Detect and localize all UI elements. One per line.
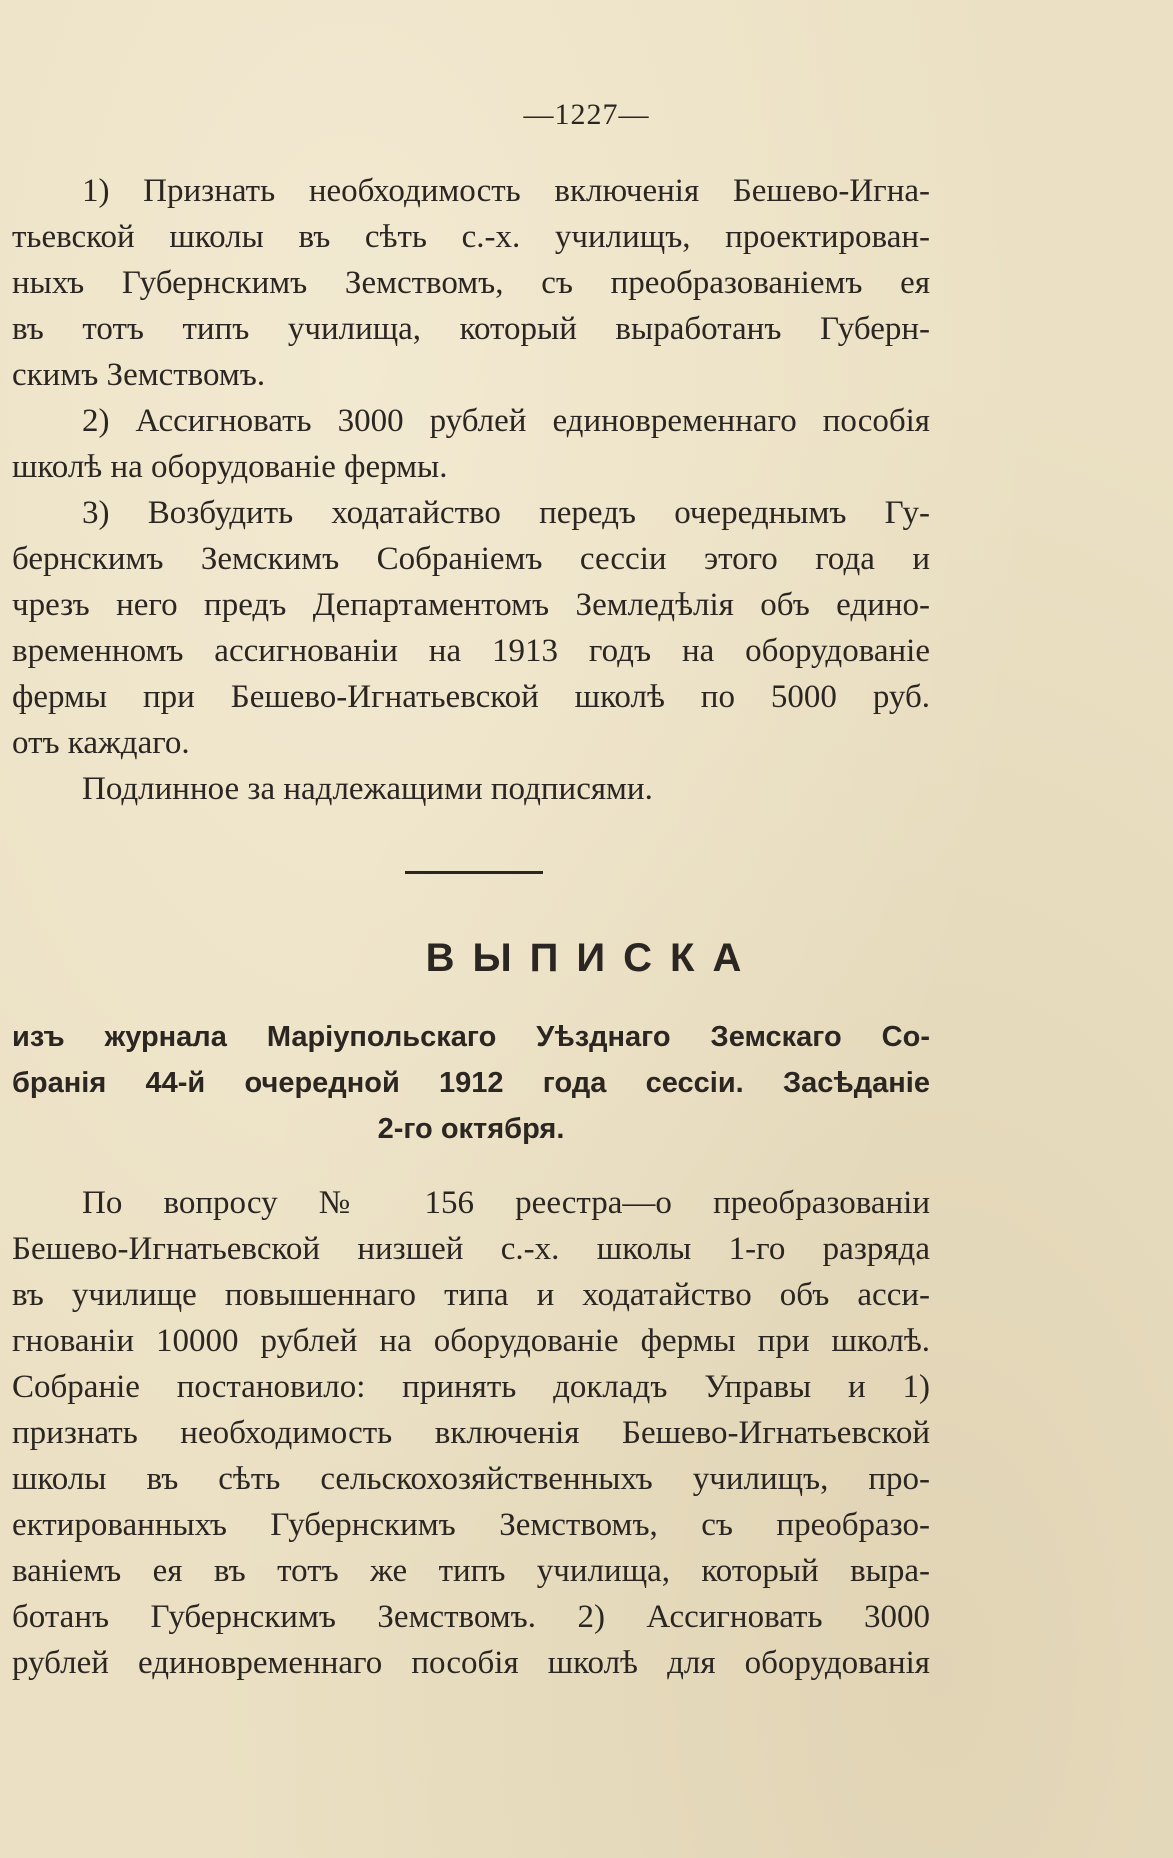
section-divider [405,871,543,874]
text-line: фермы при Бешево-Игнатьевской школѣ по 5000 руб. [12,679,930,715]
text-line: Подлинное за надлежащими подписями. [82,771,653,807]
text-line: Бешево-Игнатьевской низшей с.-х. школы 1-го разряда [12,1231,930,1267]
body-text [12,1180,930,1686]
text-line: признать необходимость включенія Бешево-Игнатьевской [12,1415,930,1451]
page-number: —1227— [523,98,650,131]
text-line: Собраніе постановило: принять докладъ Управы и 1) [12,1369,930,1405]
text-line: рублей единовременнаго пособія школѣ для оборудованія [12,1645,930,1681]
resolution-items [12,168,930,812]
text-line: чрезъ него предъ Департаментомъ Земледѣлія объ едино- [12,587,930,623]
text-line: школѣ на оборудованіе фермы. [12,449,448,485]
text-line: тьевской школы въ сѣть с.-х. училищъ, проектирован- [12,219,930,255]
text-line: школы въ сѣть сельскохозяйственныхъ училищъ, про- [12,1461,930,1497]
text-line: ектированныхъ Губернскимъ Земствомъ, съ преобразо- [12,1507,930,1543]
text-line: ботанъ Губернскимъ Земствомъ. 2) Ассигновать 3000 [12,1599,930,1635]
text-line: 1) Признать необходимость включенія Бешево-Игна- [82,173,930,209]
text-line: временномъ ассигнованіи на 1913 годъ на оборудованіе [12,633,930,669]
text-line: 2) Ассигновать 3000 рублей единовременнаго пособія [82,403,930,439]
text-line: гнованіи 10000 рублей на оборудованіе фермы при школѣ. [12,1323,930,1359]
text-line: По вопросу № 156 реестра—о преобразованіи [82,1185,930,1221]
subheading-line: изъ журнала Маріупольскаго Уѣзднаго Земскаго Со- [12,1021,930,1053]
subheading-line: 2-го октября. [377,1113,565,1145]
section-subheading [12,1014,930,1152]
text-line: въ училище повышеннаго типа и ходатайство объ асси- [12,1277,930,1313]
subheading-line: бранія 44-й очередной 1912 года сессіи. Засѣданіе [12,1067,930,1099]
text-line: въ тотъ типъ училища, который выработанъ Губерн- [12,311,930,347]
text-line: скимъ Земствомъ. [12,357,266,393]
section-heading: ВЫПИСКА [425,936,760,980]
text-line: ныхъ Губернскимъ Земствомъ, съ преобразованіемъ ея [12,265,930,301]
text-line: отъ каждаго. [12,725,190,761]
text-line: бернскимъ Земскимъ Собраніемъ сессіи этого года и [12,541,930,577]
text-line: ваніемъ ея въ тотъ же типъ училища, который выра- [12,1553,930,1589]
text-line: 3) Возбудить ходатайство передъ очереднымъ Гу- [82,495,930,531]
